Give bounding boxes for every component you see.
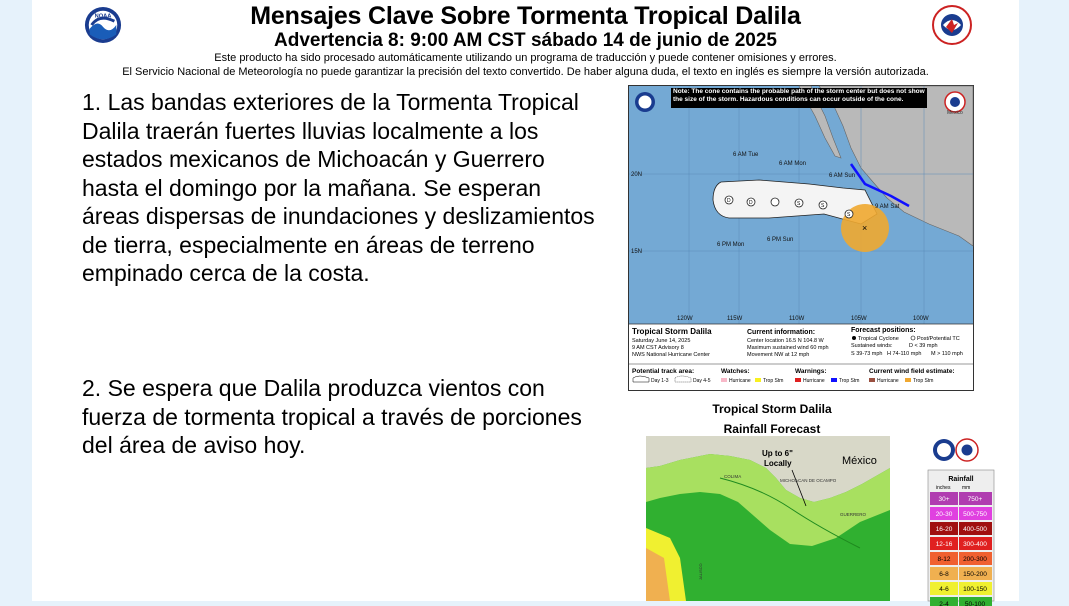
label-6am-mon: 6 AM Mon <box>779 161 807 167</box>
rain-legend-mm-value: 100-150 <box>963 586 987 593</box>
wf-trop-stm: Trop Stm <box>913 378 934 384</box>
rain-legend-mm: mm <box>962 485 971 491</box>
rain-legend-inches-value: 16-20 <box>935 526 953 533</box>
rain-state-guerrero: GUERRERO <box>840 512 867 517</box>
rain-country-label: México <box>842 455 877 467</box>
lon-label-100w: 100W <box>913 316 929 322</box>
track-marker-d-1: D <box>727 198 731 204</box>
winds-d: D < 39 mph <box>909 343 938 349</box>
rain-callout-2: Locally <box>764 459 792 468</box>
map-country-label: Mexico <box>947 110 963 116</box>
track-day13: Day 1-3 <box>651 378 669 384</box>
rain-legend-mm-value: 200-300 <box>963 556 987 563</box>
track-marker-s-3: S <box>847 212 851 218</box>
label-6pm-mon: 6 PM Mon <box>717 242 745 248</box>
track-marker-s-2: S <box>821 203 825 209</box>
track-day45: Day 4-5 <box>693 378 711 384</box>
label-6am-tue: 6 AM Tue <box>733 152 759 158</box>
info-date: Saturday June 14, 2025 <box>632 338 691 344</box>
label-9am-sat: 9 AM Sat <box>875 204 900 210</box>
lon-label-105w: 105W <box>851 316 867 322</box>
rainfall-svg <box>640 398 987 606</box>
rain-legend-mm-value: 50-100 <box>964 601 986 606</box>
key-messages-page <box>32 0 1019 606</box>
rain-legend-inches-value: 20-30 <box>935 511 953 518</box>
rain-legend-title: Rainfall <box>948 476 974 483</box>
key-message-1: 1. Las bandas exteriores de la Tormenta Tropical Dalila traerán fuertes lluvias localmente a los estados mexicanos de Michoacán y Guerrero hasta el domingo por la mañana. Se esperan áreas dispersas de inundaciones y deslizamientos de tierra, especialmente en áreas de terreno empinado cerca de la costa. <box>82 89 595 286</box>
rain-legend-mm-value: 150-200 <box>963 571 987 578</box>
rain-legend-mm-value: 300-400 <box>963 541 987 548</box>
rain-legend-inches-value: 12-16 <box>935 541 953 548</box>
info-advisory: 9 AM CST Advisory 8 <box>632 345 684 351</box>
translation-disclaimer-2: El Servicio Nacional de Meteorología no puede garantizar la precisión del texto convertido. De haber alguna duda, el texto en inglés es siempre la versión autorizada. <box>122 66 929 78</box>
lon-label-115w: 115W <box>727 316 743 322</box>
forecast-positions-title: Forecast positions: <box>851 327 916 334</box>
warn-trop-stm: Trop Stm <box>839 378 860 384</box>
noaa-logo-text: NOAA <box>94 13 112 20</box>
watch-trop-stm: Trop Stm <box>763 378 784 384</box>
rainfall-forecast-graphic <box>640 398 987 606</box>
lat-label-15n: 15N <box>631 249 643 255</box>
rain-legend-mm-value: 500-750 <box>963 511 987 518</box>
current-wind: Maximum sustained wind 60 mph <box>747 345 829 351</box>
current-info-title: Current information: <box>747 329 816 336</box>
rain-legend-mm-value: 400-500 <box>963 526 987 533</box>
rain-legend-rows <box>930 492 992 606</box>
sustained-winds-label: Sustained winds: <box>851 343 893 349</box>
track-cone-graphic <box>628 85 974 391</box>
rain-state-colima: COLIMA <box>724 474 742 479</box>
rain-state-michoacan: MICHOACAN DE OCAMPO <box>780 478 837 483</box>
rain-legend-inches: inches <box>936 485 951 491</box>
info-center: NWS National Hurricane Center <box>632 352 710 358</box>
rain-side-label: JALISCO <box>698 563 703 580</box>
rain-title-2: Rainfall Forecast <box>723 422 821 436</box>
wf-hurricane: Hurricane <box>877 378 899 384</box>
track-area-title: Potential track area: <box>632 368 695 375</box>
track-marker-s-1: S <box>797 201 801 207</box>
advisory-subtitle: Advertencia 8: 9:00 AM CST sábado 14 de junio de 2025 <box>274 30 777 51</box>
label-6am-sun: 6 AM Sun <box>829 173 856 179</box>
rain-legend-inches-value: 2-4 <box>939 601 949 606</box>
rain-callout-1: Up to 6" <box>762 449 793 458</box>
current-location: Center location 16.5 N 104.8 W <box>747 338 824 344</box>
rain-title-1: Tropical Storm Dalila <box>712 402 832 416</box>
winds-m: M > 110 mph <box>931 351 963 357</box>
track-cone-svg <box>629 86 973 390</box>
track-point-mon-am <box>771 198 779 206</box>
rain-legend-inches-value: 30+ <box>938 496 950 503</box>
rain-legend-inches-value: 8-12 <box>937 556 951 563</box>
winds-h: H 74-110 mph <box>887 351 922 357</box>
cone-note-text: Note: The cone contains the probable path of the storm center but does not show the size of the storm. Hazardous conditions can occur outside of the cone. <box>673 88 925 103</box>
wind-field-title: Current wind field estimate: <box>869 368 955 375</box>
track-marker-d-2: D <box>749 200 753 206</box>
right-margin <box>1019 0 1069 601</box>
lon-label-110w: 110W <box>789 316 805 322</box>
key-message-2: 2. Se espera que Dalila produzca vientos con fuerza de tormenta tropical a través de porciones del área de aviso hoy. <box>82 375 582 458</box>
lon-label-120w: 120W <box>677 316 693 322</box>
translation-disclaimer-1: Este producto ha sido procesado automáticamente utilizando un programa de traducción y puede contener omisiones y errores. <box>214 52 837 64</box>
lat-label-20n: 20N <box>631 172 643 178</box>
winds-s: S 39-73 mph <box>851 351 883 357</box>
watches-title: Watches: <box>721 368 750 375</box>
info-storm-name: Tropical Storm Dalila <box>632 327 712 336</box>
warn-hurricane: Hurricane <box>803 378 825 384</box>
page-title: Mensajes Clave Sobre Tormenta Tropical Dalila <box>250 2 801 30</box>
watch-hurricane: Hurricane <box>729 378 751 384</box>
warnings-title: Warnings: <box>795 368 827 375</box>
rain-legend-mm-value: 750+ <box>967 496 983 503</box>
label-6pm-sun: 6 PM Sun <box>767 237 794 243</box>
current-movement: Movement NW at 12 mph <box>747 352 810 358</box>
current-center-x: × <box>862 223 868 233</box>
forecast-tc: Tropical Cyclone <box>858 336 899 342</box>
forecast-post-tc: Post/Potential TC <box>917 336 960 342</box>
rain-legend-inches-value: 6-8 <box>939 571 949 578</box>
rain-legend-inches-value: 4-6 <box>939 586 949 593</box>
